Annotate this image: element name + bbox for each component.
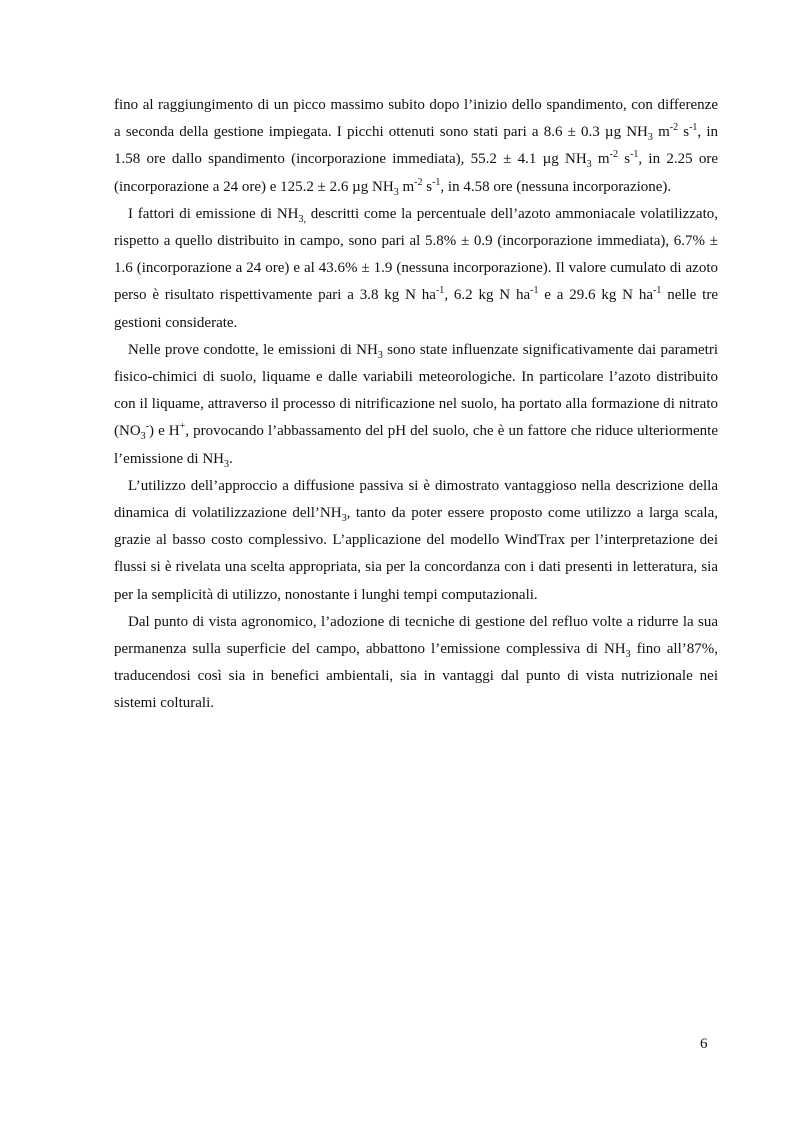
document-body	[114, 92, 718, 718]
paragraph-5: Dal punto di vista agronomico, l’adozione di tecniche di gestione del refluo volte a ridurre la sua permanenza sulla superficie del campo, abbattono l’emissione complessiva di $NH_3$ fino all’87%, traducendosi così sia in benefici ambientali, sia in vantaggi dal punto di vista nutrizionale nei sistemi colturali.	[114, 613, 718, 712]
paragraph-2: I fattori di emissione di $NH_{3,}$ descritti come la percentuale dell’azoto ammoniacale volatilizzato, rispetto a quello distribuito in campo, sono pari al 5.8% ± 0.9 (incorporazione immediata), 6.7% ± 1.6 (incorporazione a 24 ore) e al 43.6% ± 1.9 (nessuna incorporazione). Il valore cumulato di azoto perso è risultato rispettivamente pari a 3.8 kg N $ha^{-1}$, 6.2 kg N $ha^{-1}$ e a 29.6 kg N $ha^{-1}$ nelle tre gestioni considerate.	[114, 205, 718, 331]
paragraph-3: Nelle prove condotte, le emissioni di $NH_3$ sono state influenzate significativamente dai parametri fisico-chimici di suolo, liquame e dalle variabili meteorologiche. In particolare l’azoto distribuito con il liquame, attraverso il processo di nitrificazione nel suolo, ha portato alla formazione di nitrato $(NO_3^-)$ e H+, provocando l’abbassamento del pH del suolo, che è un fattore che riduce ulteriormente l’emissione di $NH_3$.	[114, 341, 718, 470]
paragraph-1: fino al raggiungimento di un picco massimo subito dopo l’inizio dello spandimento, con differenze a seconda della gestione impiegata. I picchi ottenuti sono stati pari a 8.6 ± 0.3 µg $NH_3$ $m^{-2}$ $s^{-1}$, in 1.58 ore dallo spandimento (incorporazione immediata), 55.2 ± 4.1 µg $NH_3$ $m^{-2}$ $s^{-1}$, in 2.25 ore (incorporazione a 24 ore) e 125.2 ± 2.6 µg $NH_3$ $m^{-2}$ $s^{-1}$, in 4.58 ore (nessuna incorporazione).	[114, 97, 718, 198]
paragraph-4: L’utilizzo dell’approccio a diffusione passiva si è dimostrato vantaggioso nella descrizione della dinamica di volatilizzazione $dell’NH_3$, tanto da poter essere proposto come utilizzo a larga scala, grazie al basso costo complessivo. L’applicazione del modello WindTrax per l’interpretazione dei flussi si è rivelata una scelta appropriata, sia per la concordanza con i dati presenti in letteratura, sia per la semplicità di utilizzo, nonostante i lunghi tempi computazionali.	[114, 477, 718, 603]
page-number: 6	[700, 1036, 708, 1052]
